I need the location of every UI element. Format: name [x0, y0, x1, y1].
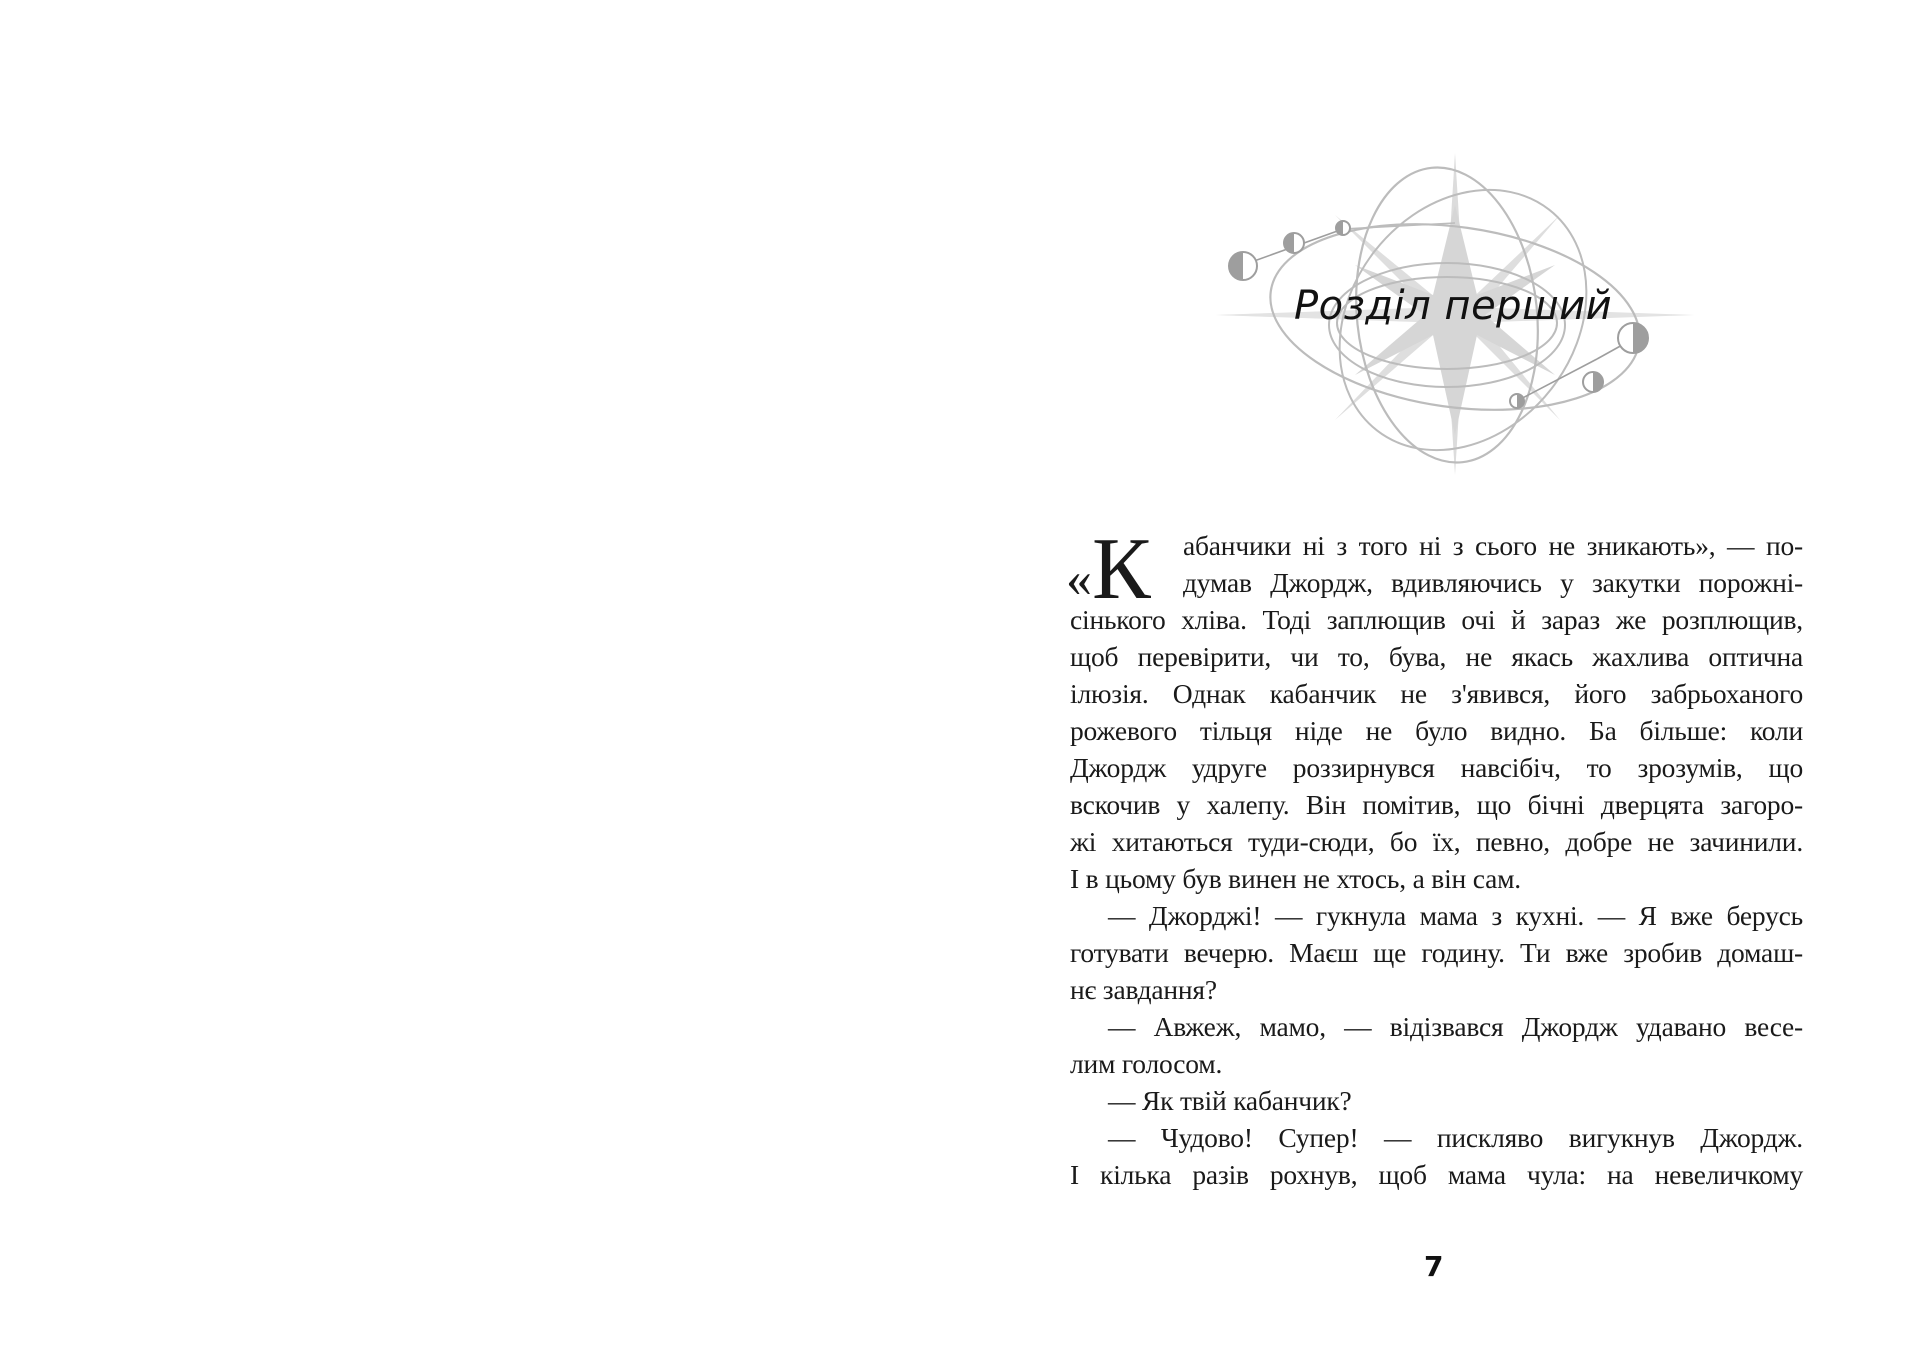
text-line: абанчики ні з того ні з сього не зникають», — по- — [1183, 530, 1803, 561]
chapter-body-text — [1070, 527, 1803, 1193]
drop-cap-quote: « — [1066, 551, 1092, 608]
chapter-heading: Розділ перший — [1294, 283, 1613, 329]
text-line: Джордж удруге роззирнувся навсібіч, то зрозумів, що — [1070, 752, 1803, 783]
text-line: нє завдання? — [1070, 974, 1217, 1005]
text-line: готувати вечерю. Маєш ще годину. Ти вже зробив домаш- — [1070, 937, 1803, 968]
dialogue-line: — Чудово! Супер! — пискляво вигукнув Джордж. — [1108, 1122, 1803, 1153]
drop-cap-letter: К — [1092, 521, 1151, 618]
text-line: думав Джордж, вдивляючись у закутки порожні- — [1183, 567, 1803, 598]
text-line: жі хитаються туди-сюди, бо їх, певно, добре не зачинили. — [1070, 826, 1803, 857]
text-line: І кілька разів рохнув, щоб мама чула: на невеличкому — [1070, 1159, 1803, 1190]
text-line: сінького хліва. Тоді заплющив очі й зараз же розплющив, — [1070, 604, 1803, 635]
text-line: ілюзія. Однак кабанчик не з'явився, його забрьоханого — [1070, 678, 1803, 709]
page-number: 7 — [1424, 1250, 1444, 1283]
text-line: І в цьому був винен не хтось, а він сам. — [1070, 863, 1521, 894]
text-line: лим голосом. — [1070, 1048, 1223, 1079]
dialogue-line: — Як твій кабанчик? — [1108, 1085, 1352, 1116]
text-line: вскочив у халепу. Він помітив, що бічні дверцята загоро- — [1070, 789, 1803, 820]
dialogue-line: — Джорджі! — гукнула мама з кухні. — Я вже берусь — [1108, 900, 1803, 931]
text-line: рожевого тільця ніде не було видно. Ба більше: коли — [1070, 715, 1803, 746]
text-line: щоб перевірити, чи то, бува, не якась жахлива оптична — [1070, 641, 1803, 672]
dialogue-line: — Авжеж, мамо, — відізвався Джордж удавано весе- — [1108, 1011, 1803, 1042]
